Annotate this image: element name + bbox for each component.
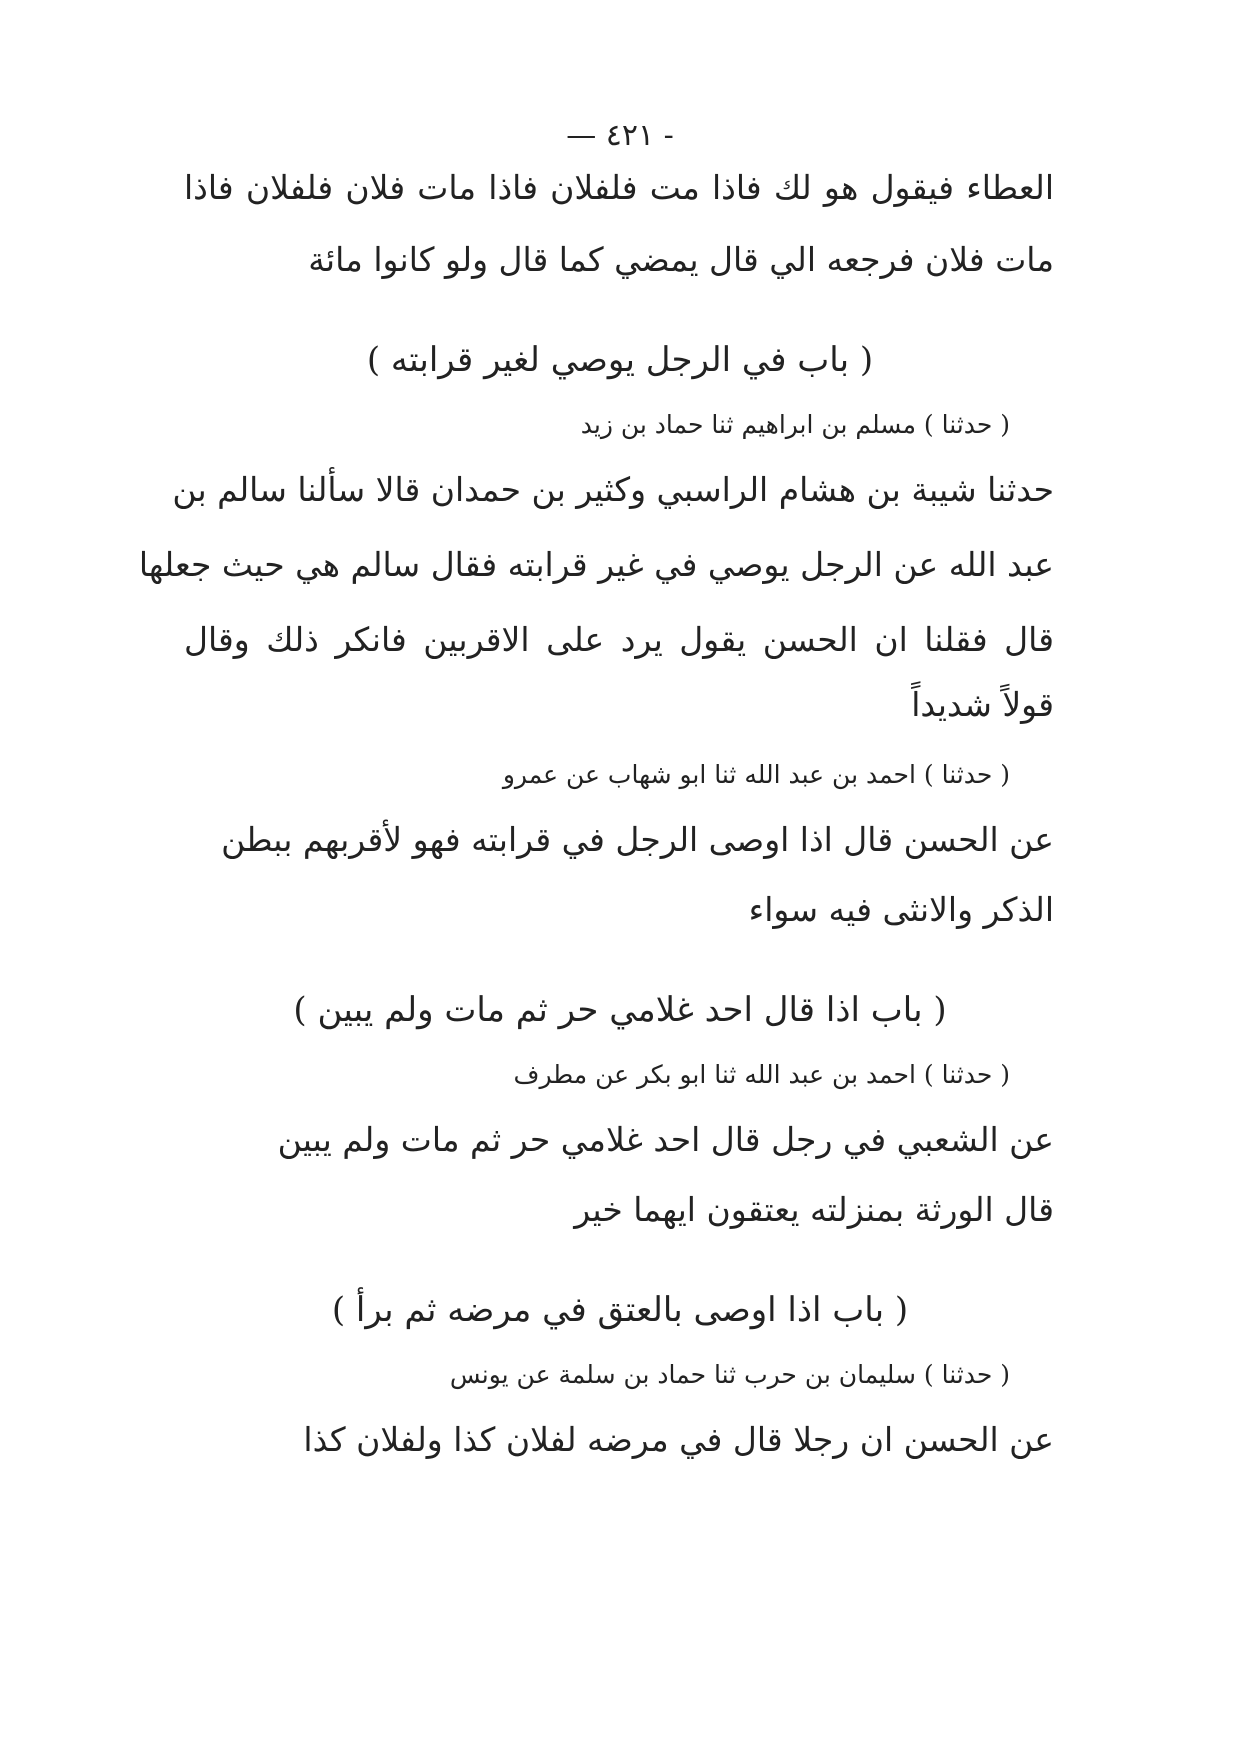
isnad-line: ( حدثنا ) سليمان بن حرب ثنا حماد بن سلمة عن يونس <box>449 1360 1010 1389</box>
text-line: الذكر والانثى فيه سواء <box>748 890 1054 929</box>
section-heading: ( باب اذا قال احد غلامي حر ثم مات ولم يبين ) <box>293 990 947 1030</box>
text-line: عن الشعبي في رجل قال احد غلامي حر ثم مات ولم يبين <box>277 1120 1054 1159</box>
text-line: عن الحسن ان رجلا قال في مرضه لفلان كذا ولفلان كذا <box>303 1420 1054 1459</box>
text-line: قال الورثة بمنزلته يعتقون ايهما خير <box>574 1190 1054 1229</box>
page-number: — ٤٢١ - <box>566 118 674 153</box>
isnad-line: ( حدثنا ) احمد بن عبد الله ثنا ابو بكر عن مطرف <box>513 1060 1010 1089</box>
text-line: حدثنا شيبة بن هشام الراسبي وكثير بن حمدان قالا سألنا سالم بن <box>172 470 1054 509</box>
text-line: مات فلان فرجعه الي قال يمضي كما قال ولو كانوا مائة <box>308 240 1054 279</box>
text-line: عن الحسن قال اذا اوصى الرجل في قرابته فهو لأقربهم ببطن <box>221 820 1054 859</box>
isnad-line: ( حدثنا ) احمد بن عبد الله ثنا ابو شهاب عن عمرو <box>502 760 1010 789</box>
text-line: قال فقلنا ان الحسن يقول يرد على الاقربين فانكر ذلك وقال <box>184 620 1054 659</box>
text-line: عبد الله عن الرجل يوصي في غير قرابته فقال سالم هي حيث جعلها <box>138 545 1054 584</box>
text-line: قولاً شديداً <box>911 685 1054 724</box>
section-heading: ( باب اذا اوصى بالعتق في مرضه ثم برأ ) <box>331 1290 909 1330</box>
isnad-line: ( حدثنا ) مسلم بن ابراهيم ثنا حماد بن زيد <box>580 410 1010 439</box>
text-line: العطاء فيقول هو لك فاذا مت فلفلان فاذا مات فلان فلفلان فاذا <box>184 168 1054 207</box>
section-heading: ( باب في الرجل يوصي لغير قرابته ) <box>366 340 874 380</box>
